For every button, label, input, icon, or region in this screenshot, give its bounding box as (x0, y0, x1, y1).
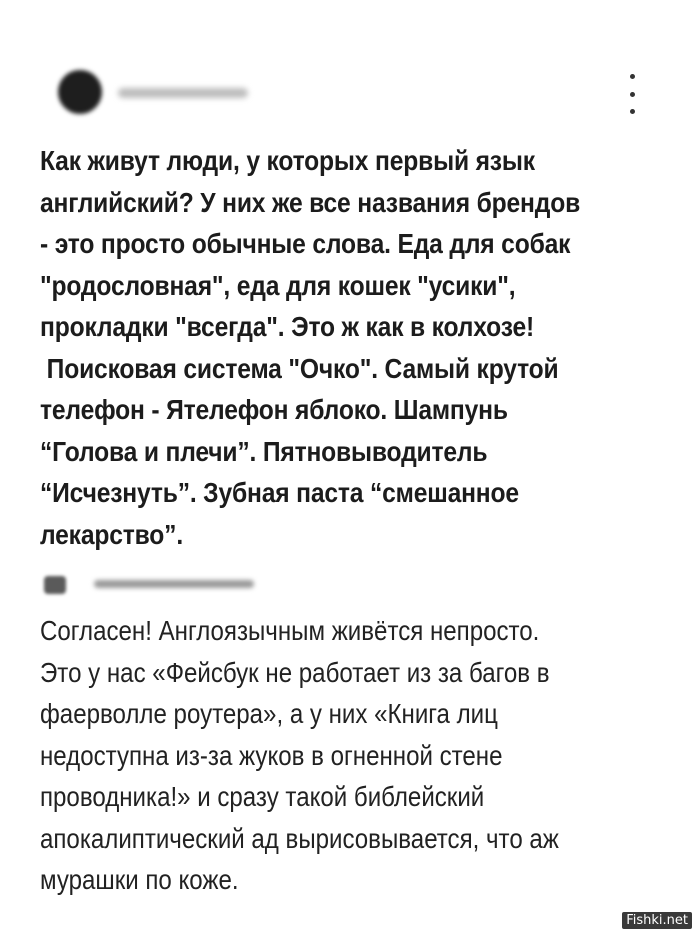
comment-line: недоступна из-за жуков в огненной стене (40, 739, 503, 771)
comment-line: Это у нас «Фейсбук не работает из за багов в (40, 656, 550, 688)
post-line: Поисковая система "Очко". Самый крутой (40, 352, 559, 384)
post-line: телефон - Ятелефон яблоко. Шампунь (40, 394, 508, 425)
commenter-avatar[interactable] (44, 576, 66, 594)
post-header (0, 0, 700, 140)
post-line: “Исчезнуть”. Зубная паста “смешанное (40, 477, 519, 508)
post-body (40, 140, 603, 555)
post-line: лекарство”. (40, 518, 183, 550)
comment-line: Согласен! Англоязычным живётся непросто. (40, 615, 540, 646)
post-line: "родословная", еда для кошек "усики", (40, 269, 516, 301)
post-line: английский? У них же все названия брендов (40, 186, 581, 218)
watermark: Fishki.net (622, 912, 692, 929)
comment-header (0, 570, 700, 600)
comment-line: фаерволле роутера», а у них «Книга лиц (40, 698, 498, 729)
author-name-blurred[interactable] (118, 88, 248, 98)
commenter-name-blurred[interactable] (94, 580, 254, 588)
comment-line: апокалиптический ад вырисовывается, что аж (40, 822, 559, 854)
post-line: прокладки "всегда". Это ж как в колхозе! (40, 311, 535, 342)
post-line: - это просто обычные слова. Еда для собак (40, 228, 571, 259)
comment-line: проводника!» и сразу такой библейский (40, 781, 485, 812)
more-vertical-icon[interactable] (620, 74, 644, 114)
comment-line: мурашки по коже. (40, 864, 239, 895)
comment-body (40, 610, 590, 901)
post-line: “Голова и плечи”. Пятновыводитель (40, 435, 488, 467)
post-line: Как живут люди, у которых первый язык (40, 145, 535, 176)
author-avatar[interactable] (58, 70, 102, 114)
